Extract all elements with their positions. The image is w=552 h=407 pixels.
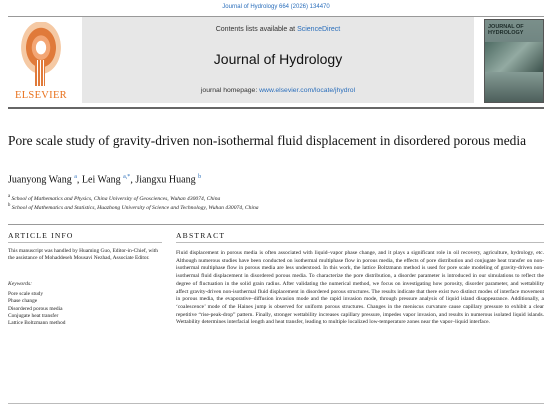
- keyword: Conjugate heat transfer: [8, 312, 59, 319]
- elsevier-logo[interactable]: [8, 20, 74, 104]
- affiliation-marker: a: [8, 194, 11, 199]
- article-title: Pore scale study of gravity-driven non-isothermal fluid displacement in disordered porous media: [8, 133, 527, 148]
- article-info-rule: [8, 242, 162, 243]
- author-name[interactable]: Lei Wang: [81, 174, 121, 186]
- author-list: Juanyong Wang $^a$, Lei Wang $^{a,*}$, Jiangxu Huang $^b$: [8, 174, 202, 186]
- cover-title-line1: JOURNAL OF: [488, 24, 524, 30]
- cover-title: [488, 24, 540, 36]
- keyword: Disordered porous media: [8, 305, 63, 312]
- journal-info-panel: [82, 17, 474, 103]
- article-info-heading: ARTICLE INFO: [8, 231, 74, 240]
- author-name[interactable]: Juanyong Wang: [8, 174, 72, 186]
- affiliation-text: School of Mathematics and Statistics, Huazhong University of Science and Technology, Wuhan 430074, China: [11, 204, 259, 211]
- section-divider: [8, 224, 544, 225]
- keyword: Lattice Boltzmann method: [8, 320, 66, 327]
- abstract-heading: ABSTRACT: [176, 231, 226, 240]
- abstract-rule: [176, 242, 544, 243]
- author-affiliation-marker[interactable]: a,*: [123, 174, 131, 180]
- sciencedirect-link[interactable]: ScienceDirect: [297, 26, 341, 33]
- abstract-body: Fluid displacement in porous media is often associated with liquid–vapor phase change, and it plays a significant role in oil recovery, agriculture, hydrology, etc. Although numerous studies have been conducted on isothermal multiphase flow in porous media, the effects of pore distribution and conjugate heat transfer on non-isothermal multiphase flow in porous media are less understood. In this work, the lattice Boltzmann method is used for pore scale modeling of gravity-driven non-isothermal fluid displacement in disordered porous media. To characterize the pore distribution, a disorder parameter is introduced in our simulations to reflect the degree of fluctuation in the solid grain radius. After validating the numerical method, we focus on investigating how porosity, disorder parameter, and wettability affect gravity-driven non-isothermal fluid displacement in disordered porous structures. The results indicate that there exist two distinct modes of interface movement in porous media, the evaporative–diffusion invasion mode and the rapid invasion mode, through pressure analysis of liquid island disappearance. Additionally, a ‘coalescence’ mode of the Haines jump is observed for uniform porous structures. Changes in the meniscus curvature cause capillary pressure to exhibit a clear repetitive “rise-peak-drop” pattern. Finally, stronger wettability increases capillary pressure, impedes vapor invasion, and results in numerous isolated liquid islands. Wettability determines interfacial length and heat transfer, leading to multiple localized low-temperature zones near the vapor–liquid interface.: [176, 250, 544, 326]
- homepage-prefix: journal homepage:: [200, 87, 260, 94]
- journal-citation[interactable]: Journal of Hydrology 664 (2026) 134470: [222, 4, 330, 10]
- journal-cover-thumbnail[interactable]: [484, 19, 544, 103]
- journal-title: Journal of Hydrology: [213, 51, 343, 67]
- author-affiliation-marker[interactable]: a: [74, 174, 77, 180]
- journal-header: [8, 16, 544, 109]
- contents-prefix: Contents lists available at: [215, 26, 298, 33]
- homepage-link[interactable]: www.elsevier.com/locate/jhydrol: [259, 87, 356, 94]
- keyword: Pore scale study: [8, 291, 44, 297]
- editorial-handling-note: This manuscript was handled by Huaming Guo, Editor-in-Chief, with the assistance of Mohaddeseh Mousavi Nezhad, Associate Editor.: [8, 248, 158, 261]
- cover-title-line2: HYDROLOGY: [488, 30, 524, 36]
- author-affiliation-marker[interactable]: b: [198, 174, 202, 180]
- affiliation-text: School of Mathematics and Physics, China University of Geosciences, Wuhan 430074, China: [11, 195, 221, 202]
- keywords-list: [8, 291, 162, 327]
- abstract-bottom-rule: [8, 403, 544, 404]
- keywords-heading: Keywords:: [8, 281, 33, 287]
- keyword: Phase change: [8, 298, 38, 305]
- author-name[interactable]: Jiangxu Huang: [135, 174, 196, 186]
- cover-image: [485, 42, 543, 72]
- contents-availability: [82, 26, 474, 33]
- affiliation: [8, 203, 544, 211]
- publisher-name: ELSEVIER: [15, 90, 67, 101]
- tree-trunk-icon: [35, 60, 45, 86]
- journal-homepage: [82, 87, 474, 94]
- affiliation-marker: b: [8, 203, 11, 208]
- affiliation: [8, 194, 544, 202]
